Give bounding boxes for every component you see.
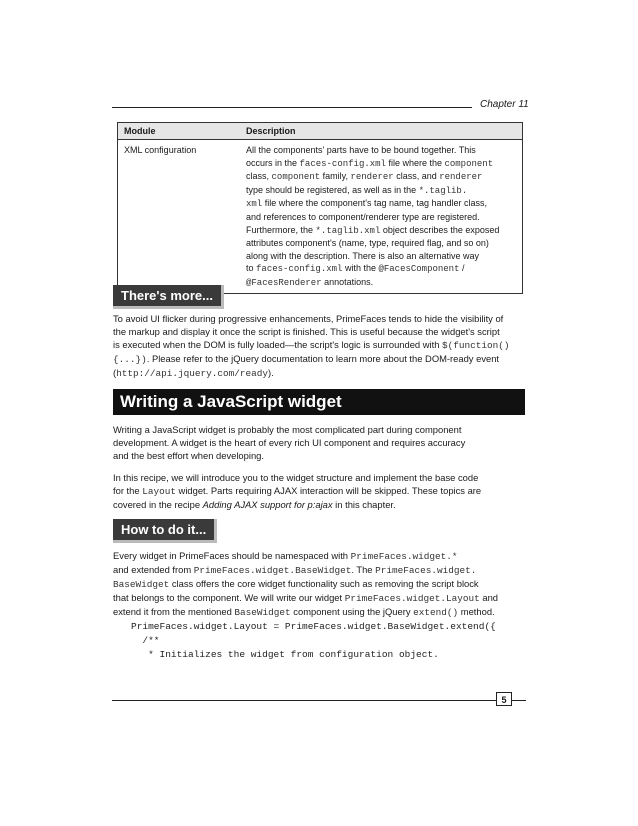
column-header-description: Description bbox=[240, 123, 523, 140]
theres-more-paragraph bbox=[113, 312, 527, 380]
text: covered in the recipe bbox=[113, 499, 203, 510]
text: and extended from bbox=[113, 564, 194, 575]
text: All the components' parts have to be bound together. This bbox=[246, 145, 476, 155]
text: development. A widget is the heart of every rich UI component and requires accuracy bbox=[113, 437, 466, 448]
code-text: PrimeFaces.widget. bbox=[375, 565, 477, 576]
footer-rule-right bbox=[512, 700, 526, 701]
recipe-reference: Adding AJAX support for p:ajax bbox=[202, 499, 333, 510]
code-text: *.taglib.xml bbox=[315, 225, 381, 236]
code-text: faces-config.xml bbox=[256, 264, 343, 275]
how-to-heading: How to do it... bbox=[113, 519, 217, 543]
chapter-label: Chapter 11 bbox=[480, 99, 529, 110]
text: type should be registered, as well as in the bbox=[246, 184, 419, 195]
description-cell bbox=[240, 140, 523, 294]
text: . The bbox=[351, 564, 376, 575]
section-title-banner: Writing a JavaScript widget bbox=[113, 389, 525, 415]
code-text: BaseWidget bbox=[113, 579, 170, 590]
text: along with the description. There is also an alternative way bbox=[246, 250, 479, 261]
text: family, bbox=[320, 171, 351, 182]
text: that belongs to the component. We will write our widget bbox=[113, 592, 345, 603]
text: object describes the exposed bbox=[380, 224, 500, 235]
code-text: extend() bbox=[413, 607, 459, 618]
code-line: PrimeFaces.widget.Layout = PrimeFaces.widget.BaseWidget.extend({ bbox=[131, 621, 496, 632]
text: ). bbox=[268, 367, 274, 378]
code-text: faces-config.xml bbox=[299, 158, 386, 169]
table-row bbox=[118, 140, 523, 294]
text: In this recipe, we will introduce you to the widget structure and implement the base code bbox=[113, 472, 479, 483]
text: annotations. bbox=[321, 276, 374, 287]
text: To avoid UI flicker during progressive enhancements, PrimeFaces tends to hide the visibility of bbox=[113, 313, 504, 324]
text: the markup and display it once the script is finished. This is useful because the widget's script bbox=[113, 326, 500, 337]
table-header-row bbox=[118, 123, 523, 140]
module-table bbox=[117, 122, 523, 294]
module-cell: XML configuration bbox=[118, 140, 241, 294]
code-text: *.taglib. bbox=[418, 185, 468, 196]
text: is executed when the DOM is fully loaded—the script's logic is surrounded with bbox=[113, 339, 443, 350]
code-text: {...}) bbox=[113, 354, 147, 365]
text: file where the bbox=[385, 157, 445, 168]
code-text: BaseWidget bbox=[234, 607, 291, 618]
text: Furthermore, the bbox=[246, 224, 316, 235]
code-line: /** bbox=[131, 635, 160, 646]
text: Every widget in PrimeFaces should be namespaced with bbox=[113, 550, 351, 561]
text: and the best effort when developing. bbox=[113, 450, 264, 461]
text: class, bbox=[246, 171, 272, 182]
text: attributes component's (name, type, required flag, and so on) bbox=[246, 238, 489, 249]
code-text: @FacesRenderer bbox=[246, 277, 322, 288]
footer-rule bbox=[112, 700, 496, 701]
theres-more-heading: There's more... bbox=[113, 285, 224, 309]
text: . Please refer to the jQuery documentation to learn more about the DOM-ready event bbox=[146, 353, 500, 364]
code-text: xml bbox=[246, 199, 263, 210]
code-text: PrimeFaces.widget.Layout bbox=[344, 593, 480, 604]
text: in this chapter. bbox=[332, 499, 396, 510]
code-text: PrimeFaces.widget.BaseWidget bbox=[193, 565, 352, 576]
code-text: PrimeFaces.widget.* bbox=[350, 551, 458, 562]
code-text: component bbox=[444, 158, 494, 169]
code-line: * Initializes the widget from configuration object. bbox=[131, 649, 439, 660]
column-header-module: Module bbox=[118, 123, 241, 140]
code-text: Layout bbox=[142, 486, 176, 497]
text: method. bbox=[458, 606, 495, 617]
text: and references to component/renderer type are registered. bbox=[246, 211, 480, 222]
text: ( bbox=[113, 367, 117, 378]
text: and bbox=[479, 592, 499, 603]
code-text: @FacesComponent bbox=[378, 264, 460, 275]
text: for the bbox=[113, 485, 143, 496]
how-to-paragraph bbox=[113, 549, 527, 619]
code-text: component bbox=[271, 172, 321, 183]
text: class offers the core widget functionality such as removing the script block bbox=[169, 578, 479, 589]
intro-paragraph bbox=[113, 423, 527, 462]
text: class, and bbox=[393, 171, 440, 182]
text: / bbox=[459, 263, 465, 274]
text: to bbox=[246, 263, 257, 274]
code-text: renderer bbox=[439, 172, 483, 183]
recipe-paragraph bbox=[113, 471, 527, 511]
text: Writing a JavaScript widget is probably the most complicated part during component bbox=[113, 424, 462, 435]
link-url-text: http://api.jquery.com/ready bbox=[116, 368, 269, 379]
text: extend it from the mentioned bbox=[113, 606, 235, 617]
text: file where the component's tag name, tag handler class, bbox=[262, 198, 488, 209]
text: with the bbox=[342, 263, 379, 274]
header-rule bbox=[112, 107, 472, 108]
text: occurs in the bbox=[246, 157, 300, 168]
text: component using the jQuery bbox=[290, 606, 414, 617]
code-text: $(function() bbox=[442, 340, 510, 351]
page-number: 5 bbox=[496, 692, 512, 706]
text: widget. Parts requiring AJAX interaction will be skipped. These topics are bbox=[175, 485, 482, 496]
code-text: renderer bbox=[350, 172, 394, 183]
